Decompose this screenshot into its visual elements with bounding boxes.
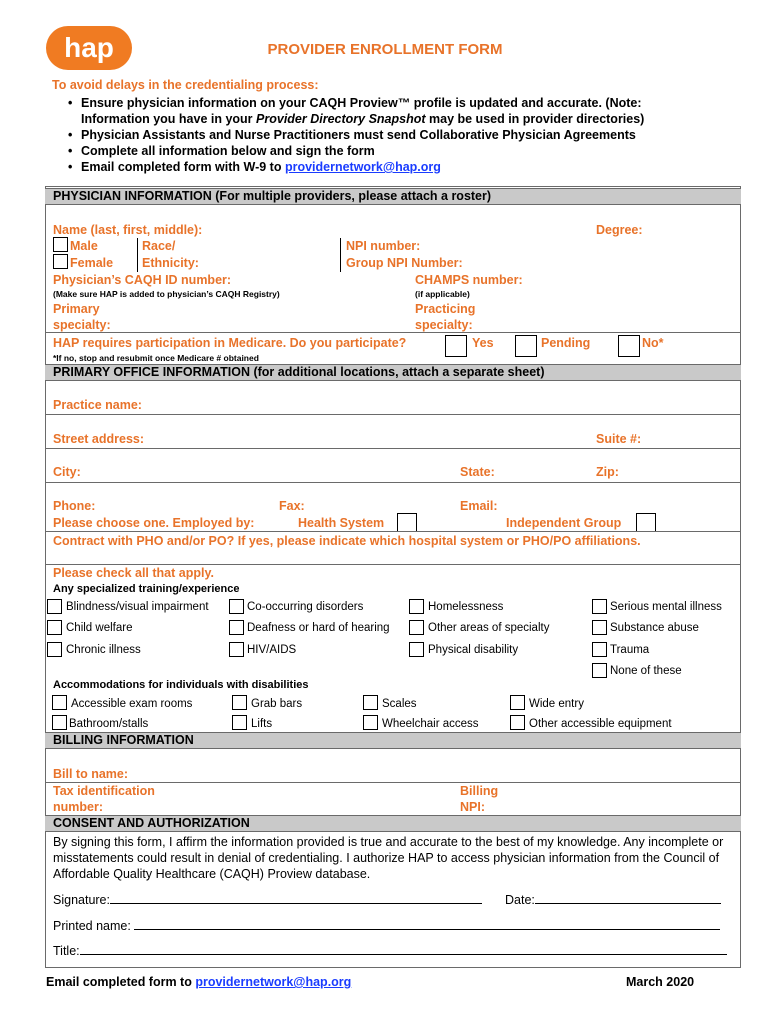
bill-to-label: Bill to name: bbox=[53, 767, 129, 781]
champs-label: CHAMPS number: bbox=[415, 273, 523, 287]
training-checkbox[interactable] bbox=[409, 620, 424, 635]
ethnicity-label: Ethnicity: bbox=[142, 256, 199, 270]
medicare-question: HAP requires participation in Medicare. Do you participate? bbox=[53, 336, 407, 350]
accommodation-label: Wheelchair access bbox=[382, 718, 479, 730]
practice-name-label: Practice name: bbox=[53, 398, 142, 412]
accommodations-heading: Accommodations for individuals with disabilities bbox=[53, 679, 309, 691]
intro-heading: To avoid delays in the credentialing process: bbox=[52, 78, 319, 92]
race-label: Race/ bbox=[142, 239, 176, 253]
signature-line[interactable] bbox=[53, 892, 482, 907]
training-label: Serious mental illness bbox=[610, 601, 722, 613]
accommodation-checkbox[interactable] bbox=[510, 695, 525, 710]
training-checkbox[interactable] bbox=[229, 620, 244, 635]
accommodation-checkbox[interactable] bbox=[52, 715, 67, 730]
billing-npi-label-2: NPI: bbox=[460, 800, 485, 814]
training-checkbox[interactable] bbox=[592, 599, 607, 614]
training-label: Child welfare bbox=[66, 622, 133, 634]
suite-label: Suite #: bbox=[596, 432, 642, 446]
training-label: Blindness/visual impairment bbox=[66, 601, 209, 613]
accommodation-checkbox[interactable] bbox=[52, 695, 67, 710]
state-label: State: bbox=[460, 465, 495, 479]
city-label: City: bbox=[53, 465, 81, 479]
female-label: Female bbox=[70, 256, 114, 270]
consent-section-header: CONSENT AND AUTHORIZATION bbox=[45, 815, 741, 832]
accommodation-checkbox[interactable] bbox=[363, 695, 378, 710]
training-checkbox[interactable] bbox=[47, 599, 62, 614]
health-system-checkbox[interactable] bbox=[397, 513, 417, 532]
bullet-complete: • Complete all information below and sign the form bbox=[64, 143, 724, 159]
training-checkbox[interactable] bbox=[229, 642, 244, 657]
medicare-no-label: No* bbox=[642, 336, 664, 350]
male-label: Male bbox=[70, 239, 98, 253]
female-checkbox[interactable] bbox=[53, 254, 68, 269]
footer-text: Email completed form to providernetwork@hap.org bbox=[46, 975, 352, 989]
printed-name-label: Printed name: bbox=[53, 919, 131, 933]
health-system-label: Health System bbox=[298, 516, 385, 530]
signature-label: Signature: bbox=[53, 893, 110, 907]
fax-label: Fax: bbox=[279, 499, 305, 513]
accommodation-label: Scales bbox=[382, 698, 417, 710]
logo-text: hap bbox=[64, 32, 114, 63]
title-label: Title: bbox=[53, 944, 80, 958]
divider bbox=[45, 332, 741, 333]
street-label: Street address: bbox=[53, 432, 145, 446]
independent-group-label: Independent Group bbox=[506, 516, 622, 530]
consent-text: By signing this form, I affirm the information provided is true and accurate to the best of my knowledge. Any incomplete or misstatements could result in denial of credentialing. I authorize HAP to access physician information from the Council of Affordable Quality Healthcare (CAQH) Proview database. bbox=[53, 835, 724, 881]
billing-npi-label: Billing bbox=[460, 784, 499, 798]
billing-section-header: BILLING INFORMATION bbox=[45, 732, 741, 749]
independent-group-checkbox[interactable] bbox=[636, 513, 656, 532]
training-checkbox[interactable] bbox=[592, 642, 607, 657]
phone-label: Phone: bbox=[53, 499, 96, 513]
training-checkbox[interactable] bbox=[229, 599, 244, 614]
group-npi-label: Group NPI Number: bbox=[346, 256, 463, 270]
title-line[interactable] bbox=[53, 943, 727, 958]
medicare-no-checkbox[interactable] bbox=[618, 335, 640, 357]
training-label: Co-occurring disorders bbox=[247, 601, 364, 613]
primary-specialty-label: Primary bbox=[53, 302, 100, 316]
training-checkbox[interactable] bbox=[409, 642, 424, 657]
training-label: Chronic illness bbox=[66, 644, 141, 656]
training-checkbox[interactable] bbox=[47, 642, 62, 657]
divider bbox=[45, 482, 741, 483]
medicare-yes-checkbox[interactable] bbox=[445, 335, 467, 357]
tax-id-label: Tax identification bbox=[53, 784, 155, 798]
name-label: Name (last, first, middle): bbox=[53, 223, 203, 237]
training-label: None of these bbox=[610, 665, 682, 677]
caqh-note: (Make sure HAP is added to physician’s CAQH Registry) bbox=[53, 289, 280, 299]
bullet-email: • Email completed form with W-9 to providernetwork@hap.org bbox=[64, 159, 724, 175]
printed-name-line[interactable] bbox=[53, 918, 720, 933]
intro-bullets bbox=[64, 95, 724, 175]
training-heading: Any specialized training/experience bbox=[53, 583, 240, 595]
divider bbox=[340, 238, 341, 272]
accommodation-label: Other accessible equipment bbox=[529, 718, 672, 730]
email-label: Email: bbox=[460, 499, 498, 513]
accommodation-label: Accessible exam rooms bbox=[71, 698, 193, 710]
champs-note: (if applicable) bbox=[415, 289, 470, 299]
practicing-specialty-label-2: specialty: bbox=[415, 318, 473, 332]
training-checkbox[interactable] bbox=[592, 663, 607, 678]
practicing-specialty-label: Practicing bbox=[415, 302, 476, 316]
divider bbox=[45, 531, 741, 532]
training-label: HIV/AIDS bbox=[247, 644, 297, 656]
accommodation-label: Grab bars bbox=[251, 698, 303, 710]
accommodation-label: Bathroom/stalls bbox=[69, 718, 149, 730]
degree-label: Degree: bbox=[596, 223, 643, 237]
accommodation-checkbox[interactable] bbox=[232, 715, 247, 730]
date-line[interactable] bbox=[505, 892, 721, 907]
accommodation-label: Wide entry bbox=[529, 698, 584, 710]
divider bbox=[45, 414, 741, 415]
training-label: Physical disability bbox=[428, 644, 519, 656]
zip-label: Zip: bbox=[596, 465, 619, 479]
medicare-yes-label: Yes bbox=[472, 336, 494, 350]
training-label: Deafness or hard of hearing bbox=[247, 622, 390, 634]
medicare-pending-label: Pending bbox=[541, 336, 591, 350]
accommodation-checkbox[interactable] bbox=[363, 715, 378, 730]
contract-label: Contract with PHO and/or PO? If yes, please indicate which hospital system or PHO/PO affiliations. bbox=[53, 534, 641, 548]
employment-label: Please choose one. Employed by: bbox=[53, 516, 255, 530]
footer-date: March 2020 bbox=[626, 975, 695, 989]
divider bbox=[137, 238, 138, 272]
tax-id-label-2: number: bbox=[53, 800, 103, 814]
medicare-note: *If no, stop and resubmit once Medicare # obtained bbox=[53, 353, 259, 363]
accommodation-checkbox[interactable] bbox=[232, 695, 247, 710]
training-label: Other areas of specialty bbox=[428, 622, 550, 634]
divider bbox=[45, 782, 741, 783]
medicare-pending-checkbox[interactable] bbox=[515, 335, 537, 357]
physician-section-header: PHYSICIAN INFORMATION (For multiple providers, please attach a roster) bbox=[45, 188, 741, 205]
accommodation-checkbox[interactable] bbox=[510, 715, 525, 730]
email-link[interactable]: providernetwork@hap.org bbox=[284, 160, 441, 174]
training-label: Homelessness bbox=[428, 601, 504, 613]
training-label: Trauma bbox=[610, 644, 650, 656]
footer-email-link[interactable]: providernetwork@hap.org bbox=[195, 975, 352, 989]
divider bbox=[45, 564, 741, 565]
training-checkbox[interactable] bbox=[409, 599, 424, 614]
divider bbox=[45, 448, 741, 449]
office-section-header: PRIMARY OFFICE INFORMATION (for additional locations, attach a separate sheet) bbox=[45, 364, 741, 381]
primary-specialty-label-2: specialty: bbox=[53, 318, 111, 332]
bullet-agreements: • Physician Assistants and Nurse Practitioners must send Collaborative Physician Agreements bbox=[64, 127, 724, 143]
training-checkbox[interactable] bbox=[592, 620, 607, 635]
bullet-caqh: • Ensure physician information on your CAQH Proview™ profile is updated and accurate. (Note: Information you have in your Provider Directory Snapshot may be used in provider directories) bbox=[64, 95, 724, 127]
training-label: Substance abuse bbox=[610, 622, 699, 634]
npi-label: NPI number: bbox=[346, 239, 421, 253]
form-title: PROVIDER ENROLLMENT FORM bbox=[267, 41, 503, 58]
check-all-label: Please check all that apply. bbox=[53, 566, 214, 580]
male-checkbox[interactable] bbox=[53, 237, 68, 252]
accommodation-label: Lifts bbox=[251, 718, 273, 730]
date-label: Date: bbox=[505, 893, 535, 907]
training-checkbox[interactable] bbox=[47, 620, 62, 635]
caqh-label: Physician’s CAQH ID number: bbox=[53, 273, 232, 287]
